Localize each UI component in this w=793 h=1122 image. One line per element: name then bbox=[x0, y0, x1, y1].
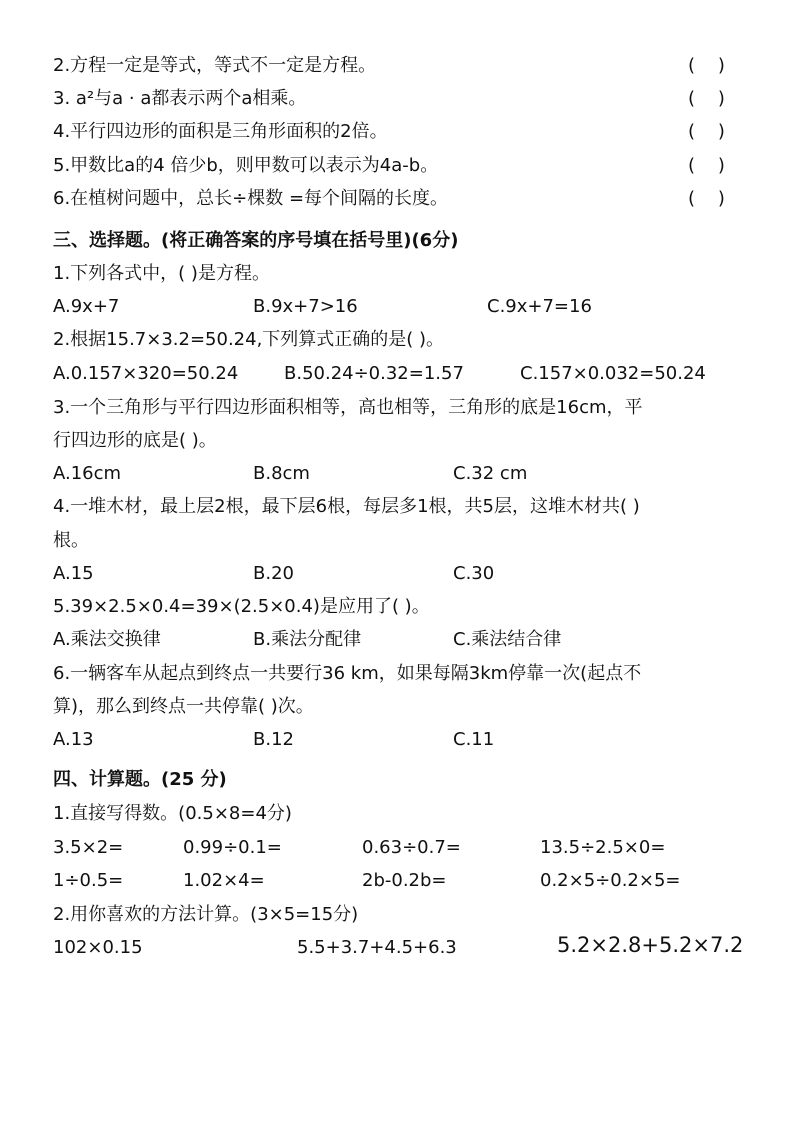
option-2c: C.157×0.032=50.24 bbox=[520, 363, 706, 384]
option-1b: B.9x+7>16 bbox=[253, 296, 358, 317]
judgment-item-2: 2.方程一定是等式，等式不一定是方程。 bbox=[53, 55, 377, 76]
calc-item: 13.5÷2.5×0= bbox=[540, 837, 666, 858]
question-4-line1: 4.一堆木材，最上层2根，最下层6根，每层多1根，共5层，这堆木材共( ) bbox=[53, 496, 640, 517]
calc-item: 5.2×2.8+5.2×7.2 bbox=[557, 933, 744, 957]
option-5a: A.乘法交换律 bbox=[53, 629, 161, 650]
calc-item: 0.2×5÷0.2×5= bbox=[540, 870, 681, 891]
question-6-line2: 算)，那么到终点一共停靠( )次。 bbox=[53, 696, 314, 717]
answer-paren-3[interactable]: ( ) bbox=[688, 88, 725, 109]
question-3-line2: 行四边形的底是( )。 bbox=[53, 430, 217, 451]
option-5c: C.乘法结合律 bbox=[453, 629, 562, 650]
option-4b: B.20 bbox=[253, 563, 294, 584]
answer-paren-6[interactable]: ( ) bbox=[688, 188, 725, 209]
option-1c: C.9x+7=16 bbox=[487, 296, 592, 317]
calc-item: 1÷0.5= bbox=[53, 870, 124, 891]
question-4-line2: 根。 bbox=[53, 530, 89, 551]
option-2a: A.0.157×320=50.24 bbox=[53, 363, 239, 384]
option-6b: B.12 bbox=[253, 729, 294, 750]
section-heading-calc: 四、计算题。(25 分) bbox=[53, 769, 227, 790]
judgment-item-5: 5.甲数比a的4 倍少b，则甲数可以表示为4a-b。 bbox=[53, 155, 439, 176]
judgment-item-3: 3. a²与a · a都表示两个a相乘。 bbox=[53, 88, 307, 109]
calc-part2-title: 2.用你喜欢的方法计算。(3×5=15分) bbox=[53, 904, 359, 925]
option-4a: A.15 bbox=[53, 563, 94, 584]
answer-paren-4[interactable]: ( ) bbox=[688, 121, 725, 142]
question-3-line1: 3.一个三角形与平行四边形面积相等，高也相等，三角形的底是16cm，平 bbox=[53, 397, 643, 418]
option-6c: C.11 bbox=[453, 729, 495, 750]
answer-paren-5[interactable]: ( ) bbox=[688, 155, 725, 176]
section-heading-choice: 三、选择题。(将正确答案的序号填在括号里)(6分) bbox=[53, 230, 459, 251]
judgment-item-4: 4.平行四边形的面积是三角形面积的2倍。 bbox=[53, 121, 388, 142]
question-2: 2.根据15.7×3.2=50.24,下列算式正确的是( )。 bbox=[53, 329, 445, 350]
calc-part1-title: 1.直接写得数。(0.5×8=4分) bbox=[53, 803, 292, 824]
answer-paren-2[interactable]: ( ) bbox=[688, 55, 725, 76]
calc-item: 102×0.15 bbox=[53, 937, 143, 958]
option-3a: A.16cm bbox=[53, 463, 122, 484]
question-5: 5.39×2.5×0.4=39×(2.5×0.4)是应用了( )。 bbox=[53, 596, 430, 617]
option-3c: C.32 cm bbox=[453, 463, 528, 484]
calc-item: 1.02×4= bbox=[183, 870, 265, 891]
calc-item: 3.5×2= bbox=[53, 837, 124, 858]
question-1: 1.下列各式中，( )是方程。 bbox=[53, 263, 270, 284]
calc-item: 0.63÷0.7= bbox=[362, 837, 461, 858]
calc-item: 0.99÷0.1= bbox=[183, 837, 282, 858]
option-5b: B.乘法分配律 bbox=[253, 629, 362, 650]
judgment-item-6: 6.在植树问题中，总长÷棵数 =每个间隔的长度。 bbox=[53, 188, 449, 209]
question-6-line1: 6.一辆客车从起点到终点一共要行36 km，如果每隔3km停靠一次(起点不 bbox=[53, 663, 642, 684]
option-3b: B.8cm bbox=[253, 463, 310, 484]
option-4c: C.30 bbox=[453, 563, 495, 584]
option-1a: A.9x+7 bbox=[53, 296, 120, 317]
option-2b: B.50.24÷0.32=1.57 bbox=[284, 363, 464, 384]
option-6a: A.13 bbox=[53, 729, 94, 750]
calc-item: 5.5+3.7+4.5+6.3 bbox=[297, 937, 457, 958]
calc-item: 2b-0.2b= bbox=[362, 870, 447, 891]
